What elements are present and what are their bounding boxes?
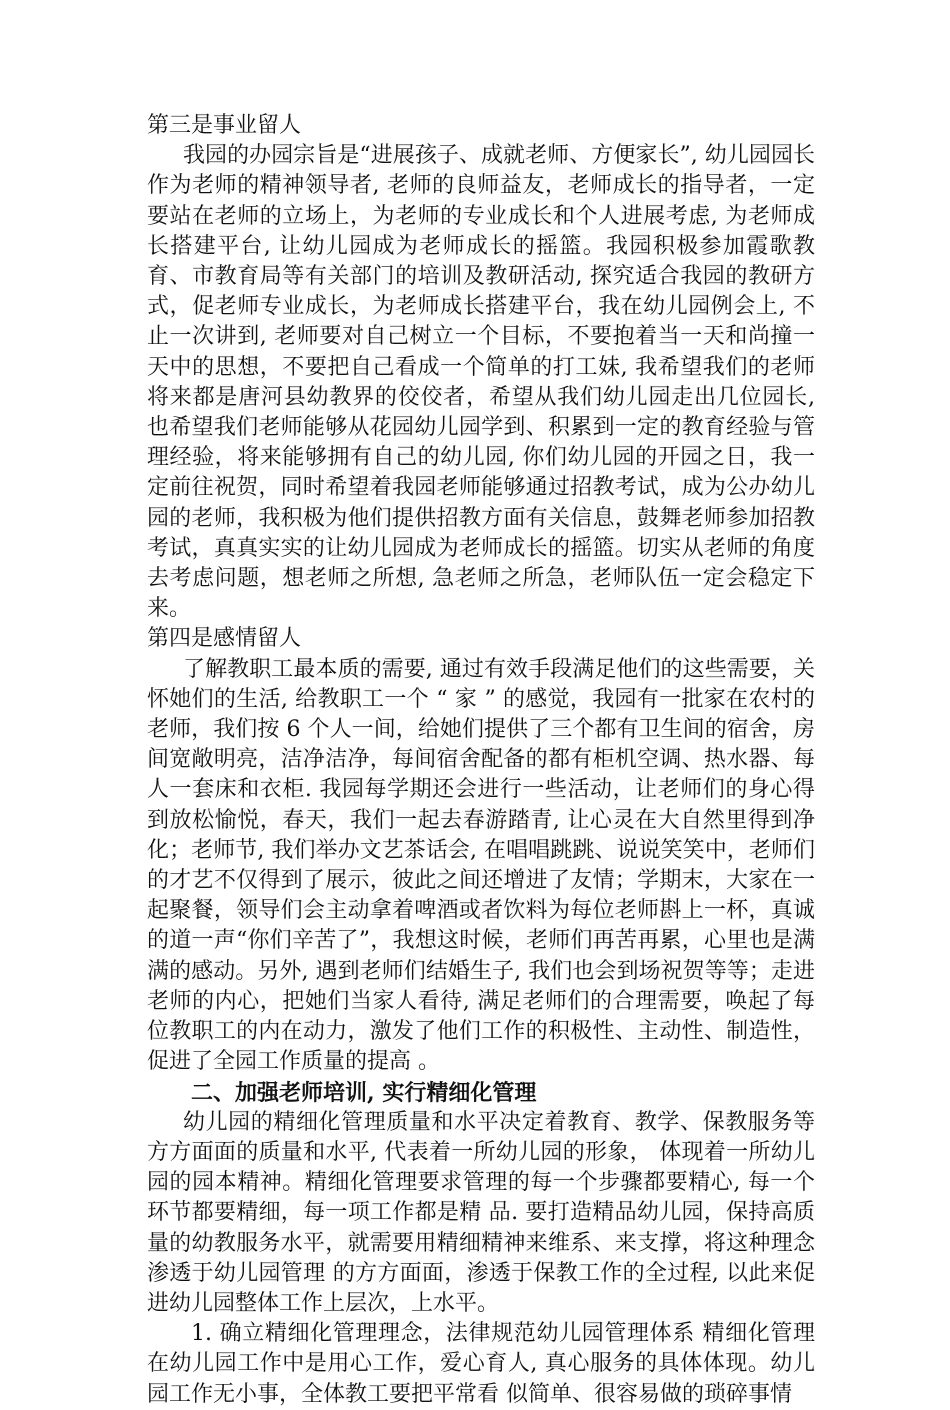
paragraph-career-retention: 我园的办园宗旨是“进展孩子、成就老师、方便家长”, 幼儿园园长作为老师的精神领导者, 老师的良师益友，老师成长的指导者，一定要站在老师的立场上，为老师的专业成长和个人进展考虑, 为老师成长搭建平台, 让幼儿园成为老师成长的摇篮。我园积极参加霞歌教育、市教育局等有关部门的培训及教研活动, 探究适合我园的教研方式，促老师专业成长，为老师成长搭建平台，我在幼儿园例会上, 不止一次讲到, 老师要对自己树立一个目标，不要抱着当一天和尚撞一天中的思想，不要把自己看成一个简单的打工妹, 我希望我们的老师将来都是唐河县幼教界的佼佼者，希望从我们幼儿园走出几位园长, 也希望我们老师能够从花园幼儿园学到、积累到一定的教育经验与管理经验，将来能够拥有自己的幼儿园, 你们幼儿园的开园之日，我一定前往祝贺，同时希望着我园老师能够通过招教考试，成为公办幼儿园的老师，我积极为他们提供招教方面有关信息，鼓舞老师参加招教考试，真真实实的让幼儿园成为老师成长的摇篮。切实从老师的角度去考虑问题，想老师之所想, 急老师之所急，老师队伍一定会稳定下来。 [147, 143, 815, 622]
paragraph-fine-management: 幼儿园的精细化管理质量和水平决定着教育、教学、保教服务等方方面面的质量和水平, 代表着一所幼儿园的形象， 体现着一所幼儿园的园本精神。精细化管理要求管理的每一个步骤都要精心, 每一个环节都要精细，每一项工作都是精 品. 要打造精品幼儿园，保持高质量的幼教服务水平，就需要用精细精神来维系、来支撑，将这种理念渗透于幼儿园管理 的方方面面，渗透于保教工作的全过程, 以此来促进幼儿园整体工作上层次，上水平。 [147, 1109, 815, 1316]
section-heading-teacher-training: 二、加强老师培训, 实行精细化管理 [191, 1079, 537, 1106]
document-page [147, 111, 815, 1410]
paragraph-emotion-retention: 了解教职工最本质的需要, 通过有效手段满足他们的这些需要，关怀她们的生活, 给教职工一个 “ 家 ” 的感觉，我园有一批家在农村的老师，我们按 6 个人一间，给她们提供了三个都有卫生间的宿舍，房间宽敞明亮，洁净洁净，每间宿舍配备的都有柜机空调、热水器、每人一套床和衣柜. 我园每学期还会进行一些活动，让老师们的身心得到放松愉悦，春天，我们一起去春游踏青, 让心灵在大自然里得到净化；老师节, 我们举办文艺茶话会, 在唱唱跳跳、说说笑笑中，老师们的才艺不仅得到了展示，彼此之间还增进了友情；学期末，大家在一起聚餐，领导们会主动拿着啤酒或者饮料为每位老师斟上一杯，真诚的道一声“你们辛苦了”，我想这时候，老师们再苦再累，心里也是满满的感动。另外, 遇到老师们结婚生子, 我们也会到场祝贺等等；走进老师的内心，把她们当家人看待, 满足老师们的合理需要，唤起了每位教职工的内在动力，激发了他们工作的积极性、主动性、制造性，促进了全园工作质量的提高 。 [147, 656, 815, 1075]
paragraph-management-concept: 1. 确立精细化管理理念，法律规范幼儿园管理体系 精细化管理在幼儿园工作中是用心工作，爱心育人, 真心服务的具体体现。幼儿园工作无小事，全体教工要把平常看 似简单、很容易做的琐碎事情 [147, 1321, 815, 1407]
heading-emotion-retention: 第四是感情留人 [147, 626, 302, 652]
heading-career-retention: 第三是事业留人 [147, 113, 302, 138]
